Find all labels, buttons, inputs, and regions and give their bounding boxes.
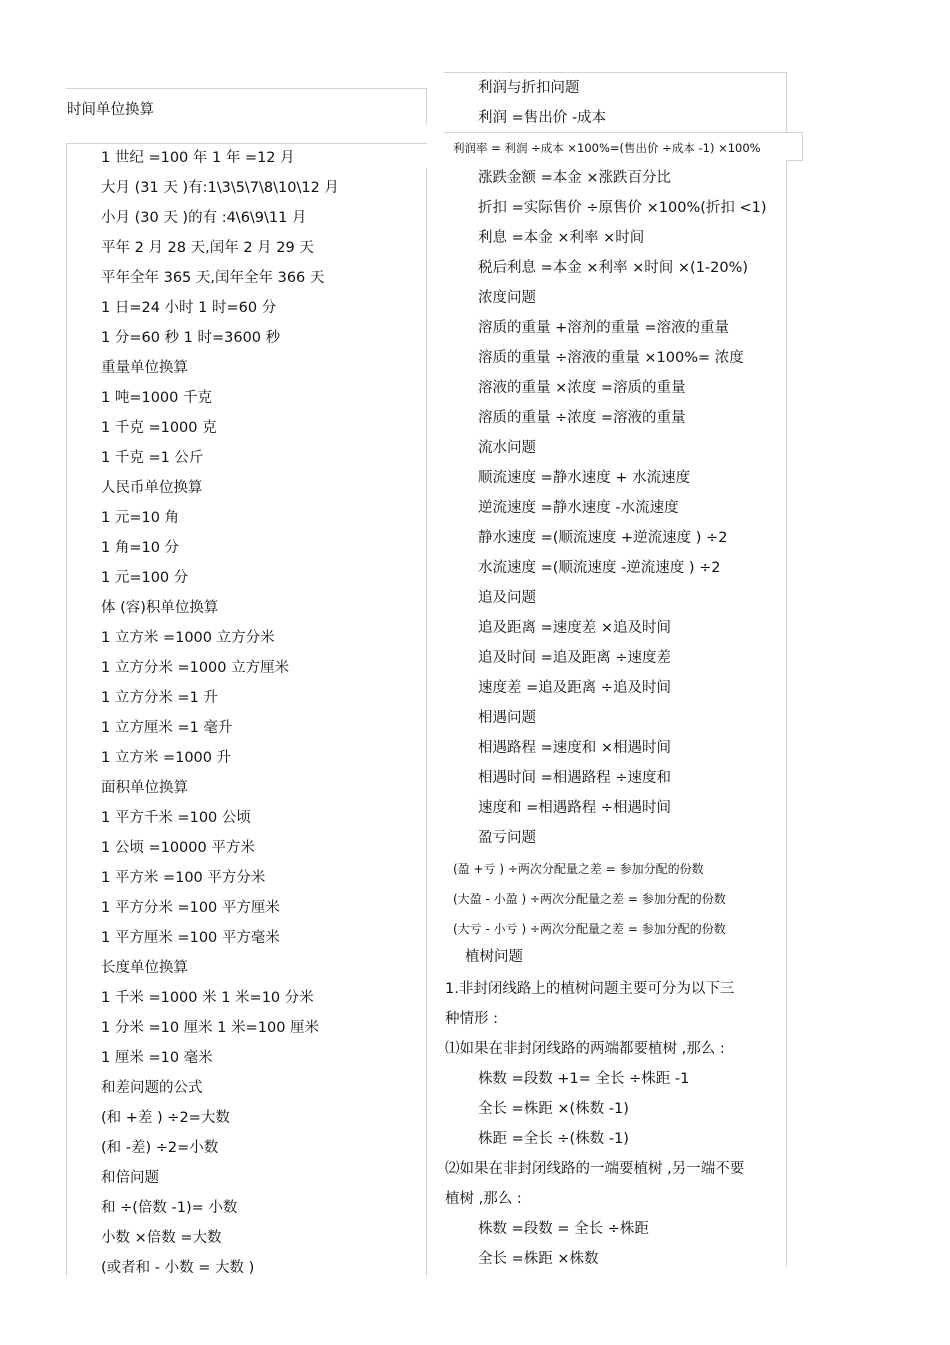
formula-line: 1 元=10 角 [101,510,180,526]
formula-line: 1 千米 =1000 米 1 米=10 分米 [101,990,314,1006]
formula-line: 面积单位换算 [101,780,188,796]
formula-line: 平年全年 365 天,闰年全年 366 天 [101,270,325,286]
formula-line: 利息 =本金 ×利率 ×时间 [478,230,645,246]
formula-line: 平年 2 月 28 天,闰年 2 月 29 天 [101,240,314,256]
right-wide-box-bottom [786,160,803,161]
formula-line: 相遇时间 =相遇路程 ÷速度和 [478,770,672,786]
formula-line: 1 角=10 分 [101,540,180,556]
formula-line: 长度单位换算 [101,960,188,976]
profit-rate-formula: 利润率 = 利润 ÷成本 ×100%=(售出价 ÷成本 -1) ×100% [453,141,761,155]
formula-line: 和倍问题 [101,1170,159,1186]
formula-line: 大月 (31 天 )有:1\3\5\7\8\10\12 月 [101,180,339,196]
formula-line: 追及问题 [478,590,536,606]
right-formula-list [478,163,767,853]
formula-line: (和 -差) ÷2=小数 [101,1140,219,1156]
formula-line: 逆流速度 =静水速度 -水流速度 [478,500,679,516]
formula-line: 全长 =株距 ×株数 [478,1251,599,1267]
formula-line: 小月 (30 天 )的有 :4\6\9\11 月 [101,210,307,226]
left-formula-list [101,143,339,1283]
formula-line: 人民币单位换算 [101,480,203,496]
formula-line: 溶质的重量 +溶剂的重量 =溶液的重量 [478,320,730,336]
formula-line: 溶质的重量 ÷溶液的重量 ×100%= 浓度 [478,350,744,366]
right-column-right-rule [786,72,787,132]
formula-line: 和差问题的公式 [101,1080,203,1096]
tree-planting-list [445,974,744,1274]
formula-line: 体 (容)积单位换算 [101,600,219,616]
formula-line: 1 立方厘米 =1 毫升 [101,720,233,736]
formula-line: 1 日=24 小时 1 时=60 分 [101,300,277,316]
formula-line: 株数 =段数 +1= 全长 ÷株距 -1 [478,1071,690,1087]
formula-line: 株距 =全长 ÷(株数 -1) [478,1131,629,1147]
formula-line: 税后利息 =本金 ×利率 ×时间 ×(1-20%) [478,260,749,276]
formula-line: 1 平方厘米 =100 平方毫米 [101,930,280,946]
formula-line: 1 立方分米 =1 升 [101,690,218,706]
tree-planting-heading: 植树问题 [465,949,523,965]
formula-line: 追及距离 =速度差 ×追及时间 [478,620,672,636]
formula-line: 水流速度 =(顺流速度 -逆流速度 ) ÷2 [478,560,721,576]
formula-line: 1 分=60 秒 1 时=3600 秒 [101,330,281,346]
right-column-lower-rule [786,160,787,1267]
left-column-left-rule [66,143,67,1277]
formula-line: 1 平方分米 =100 平方厘米 [101,900,280,916]
formula-line: 种情形 : [445,1011,498,1027]
formula-line: (或者和 - 小数 = 大数 ) [101,1260,255,1276]
surplus-deficit-list [453,854,726,944]
formula-line: 1.非封闭线路上的植树问题主要可分为以下三 [445,981,735,997]
formula-line: 盈亏问题 [478,830,536,846]
formula-line: 利润与折扣问题 [478,80,580,96]
formula-line: 和 ÷(倍数 -1)= 小数 [101,1200,238,1216]
left-section-title: 时间单位换算 [67,102,154,118]
formula-line: 全长 =株距 ×(株数 -1) [478,1101,629,1117]
formula-line: 1 千克 =1 公斤 [101,450,204,466]
formula-line: 速度和 =相遇路程 ÷相遇时间 [478,800,672,816]
formula-line: 顺流速度 =静水速度 + 水流速度 [478,470,691,486]
formula-line: (大亏 - 小亏 ) ÷两次分配量之差 = 参加分配的份数 [453,922,726,936]
formula-line: (大盈 - 小盈 ) ÷两次分配量之差 = 参加分配的份数 [453,892,726,906]
formula-line: 折扣 =实际售价 ÷原售价 ×100%(折扣 <1) [478,200,767,216]
formula-line: 涨跌金额 =本金 ×涨跌百分比 [478,170,672,186]
formula-line: 溶液的重量 ×浓度 =溶质的重量 [478,380,686,396]
formula-line: 小数 ×倍数 =大数 [101,1230,222,1246]
formula-line: 1 千克 =1000 克 [101,420,217,436]
formula-line: 1 分米 =10 厘米 1 米=100 厘米 [101,1020,320,1036]
formula-line: 1 立方米 =1000 升 [101,750,232,766]
formula-line: 1 平方千米 =100 公顷 [101,810,251,826]
left-right-rule [426,88,427,124]
formula-line: 重量单位换算 [101,360,188,376]
formula-line: 追及时间 =追及距离 ÷速度差 [478,650,672,666]
formula-line: 1 公顷 =10000 平方米 [101,840,255,856]
formula-line: 浓度问题 [478,290,536,306]
formula-line: 1 元=100 分 [101,570,189,586]
formula-line: 溶质的重量 ÷浓度 =溶液的重量 [478,410,686,426]
formula-line: 流水问题 [478,440,536,456]
left-top-rule [66,88,427,89]
formula-line: 1 吨=1000 千克 [101,390,212,406]
formula-line: (盈 +亏 ) ÷两次分配量之差 = 参加分配的份数 [453,862,704,876]
formula-line: 1 平方米 =100 平方分米 [101,870,266,886]
formula-line: 利润 =售出价 -成本 [478,110,607,126]
right-wide-box-right [802,132,803,161]
formula-line: 速度差 =追及距离 ÷追及时间 [478,680,672,696]
formula-line: 植树 ,那么 : [445,1191,522,1207]
formula-line: (和 +差 ) ÷2=大数 [101,1110,230,1126]
left-column-right-rule [426,168,427,1277]
formula-line: 株数 =段数 = 全长 ÷株距 [478,1221,649,1237]
formula-line: ⑴如果在非封闭线路的两端都要植树 ,那么 : [445,1041,725,1057]
formula-line: 1 立方米 =1000 立方分米 [101,630,275,646]
formula-line: 相遇路程 =速度和 ×相遇时间 [478,740,672,756]
formula-line: 1 立方分米 =1000 立方厘米 [101,660,290,676]
formula-line: 静水速度 =(顺流速度 +逆流速度 ) ÷2 [478,530,728,546]
formula-line: 相遇问题 [478,710,536,726]
formula-line: 1 世纪 =100 年 1 年 =12 月 [101,150,295,166]
profit-discount-list [478,73,606,133]
formula-line: 1 厘米 =10 毫米 [101,1050,213,1066]
formula-line: ⑵如果在非封闭线路的一端要植树 ,另一端不要 [445,1161,745,1177]
